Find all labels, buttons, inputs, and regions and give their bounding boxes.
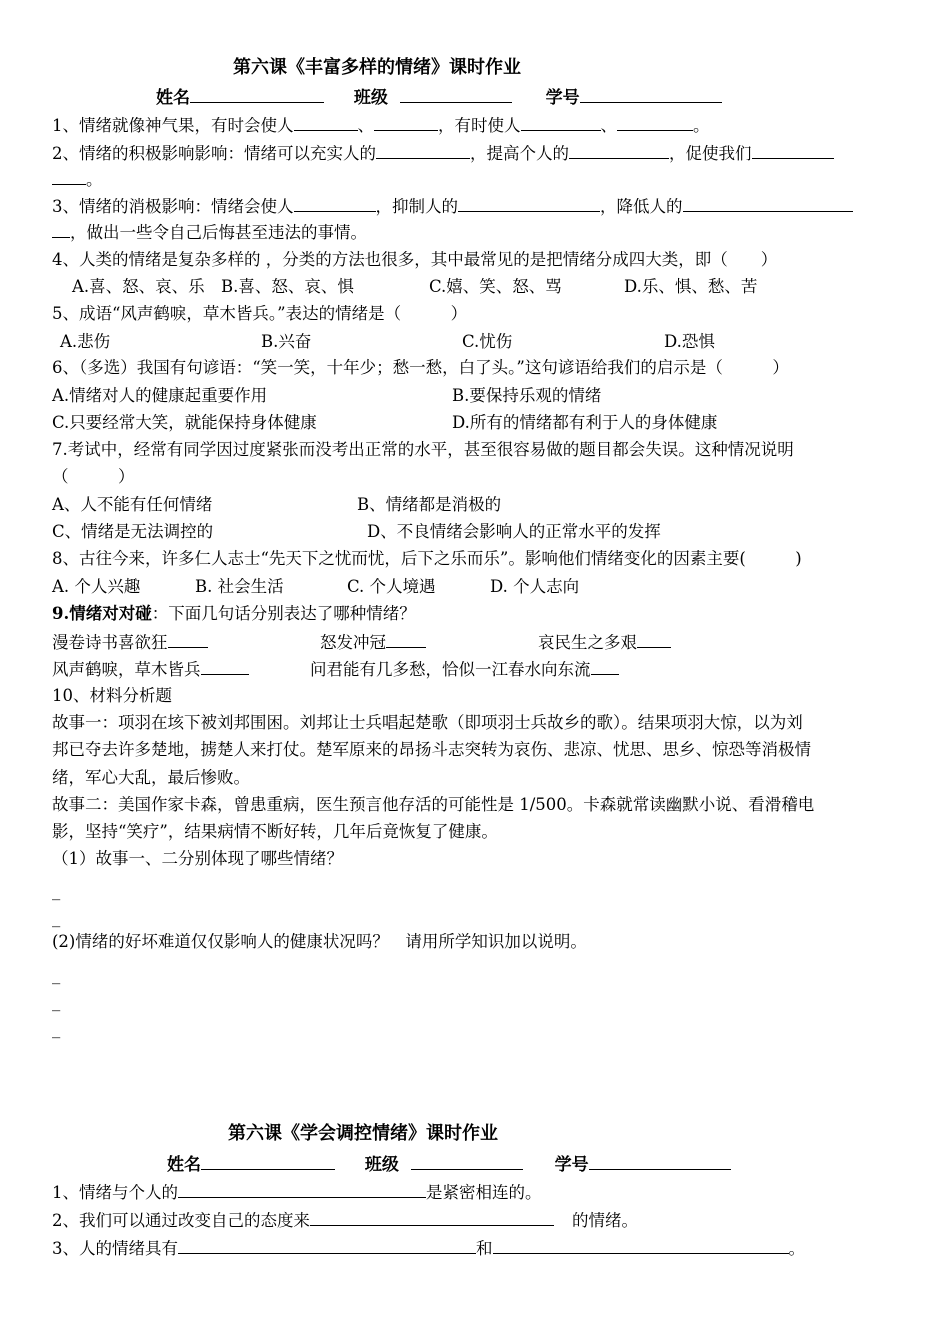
item-4: 风声鹤唳，草木皆兵 — [52, 658, 249, 681]
id-field[interactable] — [589, 1152, 731, 1170]
sheet2-student-info — [167, 1152, 731, 1177]
answer-blank[interactable] — [617, 114, 693, 131]
answer-blank[interactable] — [52, 221, 70, 238]
story1-line3: 绪，军心大乱，最后惨败。 — [52, 768, 250, 787]
sheet2-question-2: 2、我们可以通过改变自己的态度来 的情绪。 — [52, 1211, 638, 1230]
sheet2-question-3: 3、人的情绪具有 和 。 — [52, 1239, 805, 1258]
option-c[interactable]: C.只要经常大笑，就能保持身体健康 — [52, 413, 317, 432]
option-b[interactable]: B、情绪都是消极的 — [357, 495, 502, 514]
answer-blank[interactable] — [294, 114, 358, 131]
class-label: 班级 — [364, 1155, 399, 1175]
answer-blank[interactable] — [52, 168, 86, 185]
option-d[interactable]: D.恐惧 — [664, 332, 715, 351]
name-label: 姓名 — [156, 88, 190, 108]
story2-line2: 影，坚持“笑疗”，结果病情不断好转，几年后竟恢复了健康。 — [52, 822, 498, 841]
name-field[interactable] — [190, 85, 324, 103]
item-2: 怒发冲冠 — [320, 631, 426, 654]
question-5: 5、成语“风声鹤唳，草木皆兵。”表达的情绪是（ ） — [52, 304, 468, 323]
name-label: 姓名 — [167, 1155, 201, 1175]
option-a[interactable]: A. 个人兴趣 — [52, 577, 141, 596]
option-b[interactable]: B.兴奋 — [261, 332, 312, 351]
option-a[interactable]: A.情绪对人的健康起重要作用 — [52, 386, 268, 405]
answer-blank[interactable] — [310, 1209, 554, 1226]
question-4: 4、人类的情绪是复杂多样的 ，分类的方法也很多，其中最常见的是把情绪分成四大类，即（ ） — [52, 250, 778, 269]
option-a[interactable]: A、人不能有任何情绪 — [52, 495, 213, 514]
answer-blank[interactable] — [168, 631, 208, 648]
question-3-cont: ，做出一些令自己后悔甚至违法的事情。 — [52, 221, 367, 244]
question-10: 10、材料分析题 — [52, 686, 172, 705]
answer-line[interactable]: _ — [52, 908, 61, 927]
story2-line1: 故事二：美国作家卡森，曾患重病，医生预言他存活的可能性是 1/500。卡森就常读幽默小说、看滑稽电 — [52, 795, 815, 814]
name-field[interactable] — [201, 1152, 335, 1170]
item-1: 漫卷诗书喜欲狂 — [52, 631, 208, 654]
id-label: 学号 — [554, 1155, 589, 1175]
answer-blank[interactable] — [178, 1237, 476, 1254]
class-label: 班级 — [353, 88, 388, 108]
answer-blank[interactable] — [637, 631, 671, 648]
answer-blank[interactable] — [521, 114, 601, 131]
question-2: 2、情绪的积极影响影响：情绪可以充实人的 ，提高个人的 ，促使我们 — [52, 142, 834, 165]
option-c[interactable]: C.嬉、笑、怒、骂 — [429, 277, 562, 296]
story1-line1: 故事一：项羽在垓下被刘邦围困。刘邦让士兵唱起楚歌（即项羽士兵故乡的歌）。结果项羽大惊，以为刘 — [52, 713, 803, 732]
answer-blank[interactable] — [201, 658, 249, 675]
option-b[interactable]: B.喜、怒、哀、惧 — [221, 277, 354, 296]
sheet2-question-1: 1、情绪与个人的 是紧密相连的。 — [52, 1183, 542, 1202]
option-a[interactable]: A.喜、怒、哀、乐 — [72, 277, 205, 296]
sub-question-2: (2)情绪的好坏难道仅仅影响人的健康状况吗？ 请用所学知识加以说明。 — [52, 932, 587, 951]
class-field[interactable] — [400, 85, 512, 103]
story1-line2: 邦已夺去许多楚地，掳楚人来打仗。楚军原来的昂扬斗志突转为哀伤、悲凉、忧思、思乡、惊恐等消极情 — [52, 740, 811, 759]
question-3: 3、情绪的消极影响：情绪会使人 ，抑制人的 ，降低人的 — [52, 195, 853, 218]
option-d[interactable]: D.所有的情绪都有利于人的身体健康 — [452, 413, 718, 432]
answer-line[interactable]: _ — [52, 881, 61, 900]
question-7: 7.考试中，经常有同学因过度紧张而没考出正常的水平，甚至很容易做的题目都会失误。这种情况说明 — [52, 440, 794, 459]
answer-blank[interactable] — [376, 142, 470, 159]
answer-blank[interactable] — [386, 631, 426, 648]
answer-blank[interactable] — [591, 658, 619, 675]
option-c[interactable]: C. 个人境遇 — [347, 577, 436, 596]
answer-line[interactable]: _ — [52, 1019, 61, 1038]
sheet1-title: 第六课《丰富多样的情绪》课时作业 — [233, 57, 521, 78]
answer-blank[interactable] — [374, 114, 438, 131]
question-8: 8、古往今来，许多仁人志士“先天下之忧而忧，后下之乐而乐”。影响他们情绪变化的因素主要( ) — [52, 549, 802, 568]
question-2-cont: 。 — [52, 168, 103, 191]
answer-blank[interactable] — [569, 142, 669, 159]
sheet2-title: 第六课《学会调控情绪》课时作业 — [228, 1123, 498, 1144]
item-3: 哀民生之多艰 — [538, 631, 671, 654]
question-6: 6、（多选）我国有句谚语：“笑一笑，十年少；愁一愁，白了头。”这句谚语给我们的启示是（ ） — [52, 358, 789, 377]
option-c[interactable]: C、情绪是无法调控的 — [52, 522, 214, 541]
answer-blank[interactable] — [294, 195, 376, 212]
option-b[interactable]: B.要保持乐观的情绪 — [452, 386, 602, 405]
question-9: 9.情绪对对碰：下面几句话分别表达了哪种情绪？ — [52, 604, 416, 623]
id-field[interactable] — [580, 85, 722, 103]
sheet1-student-info — [156, 85, 722, 110]
option-a[interactable]: A.悲伤 — [60, 332, 111, 351]
option-c[interactable]: C.忧伤 — [462, 332, 513, 351]
answer-blank[interactable] — [752, 142, 834, 159]
answer-line[interactable]: _ — [52, 965, 61, 984]
answer-line[interactable]: _ — [52, 992, 61, 1011]
option-d[interactable]: D.乐、惧、愁、苦 — [624, 277, 758, 296]
option-b[interactable]: B. 社会生活 — [195, 577, 284, 596]
answer-blank[interactable] — [683, 195, 853, 212]
answer-blank[interactable] — [458, 195, 600, 212]
item-5: 问君能有几多愁，恰似一江春水向东流 — [310, 658, 619, 681]
id-label: 学号 — [545, 88, 580, 108]
question-7-paren: （ ） — [52, 467, 135, 486]
answer-blank[interactable] — [493, 1237, 789, 1254]
question-1: 1、情绪就像神气果，有时会使人 、 ，有时使人 、 。 — [52, 116, 710, 135]
option-d[interactable]: D、不良情绪会影响人的正常水平的发挥 — [367, 522, 661, 541]
class-field[interactable] — [411, 1152, 523, 1170]
answer-blank[interactable] — [178, 1181, 426, 1198]
sub-question-1: （1）故事一、二分别体现了哪些情绪？ — [52, 849, 343, 868]
option-d[interactable]: D. 个人志向 — [490, 577, 580, 596]
